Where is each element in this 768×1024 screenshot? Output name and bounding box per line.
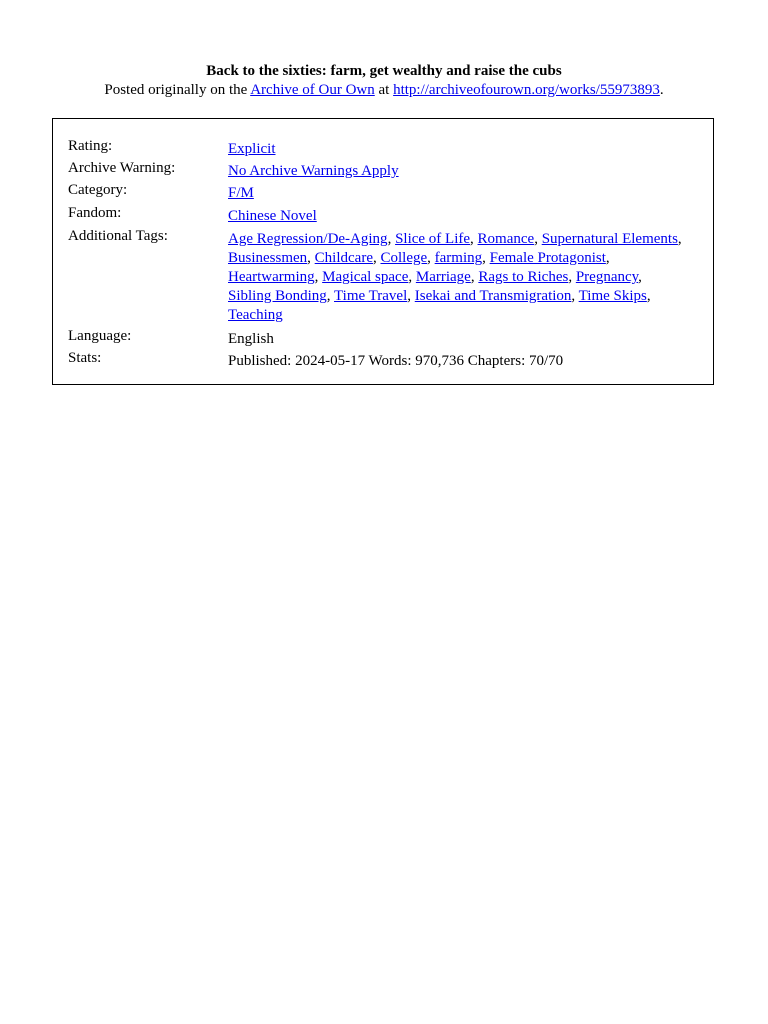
tag-separator: , — [571, 288, 579, 304]
archive-warning-link[interactable]: No Archive Warnings Apply — [228, 163, 399, 179]
tag-separator: , — [407, 288, 415, 304]
tag-separator: , — [372, 250, 381, 266]
tag-separator: , — [568, 269, 576, 285]
archive-link[interactable]: Archive of Our Own — [250, 82, 375, 98]
rating-value — [228, 140, 688, 159]
category-link[interactable]: F/M — [228, 185, 254, 201]
tag-link[interactable]: farming — [434, 250, 483, 266]
category-value — [228, 184, 688, 203]
rating-label: Rating: — [68, 138, 113, 154]
work-header — [0, 62, 768, 100]
tag-link[interactable]: College — [380, 250, 428, 266]
fandom-link[interactable]: Chinese Novel — [228, 208, 317, 224]
tag-link[interactable]: Female Protagonist — [489, 250, 606, 266]
tag-link[interactable]: Teaching — [228, 307, 283, 323]
language-value: English — [228, 331, 274, 347]
fandom-label: Fandom: — [68, 205, 122, 221]
tag-link[interactable]: Businessmen — [228, 250, 308, 266]
fandom-value — [228, 207, 688, 226]
posted-prefix: Posted originally on the — [104, 82, 251, 98]
tag-link[interactable]: Slice of Life — [395, 231, 471, 247]
work-metadata-box — [52, 118, 714, 385]
tag-link[interactable]: Childcare — [314, 250, 373, 266]
tag-separator: , — [534, 231, 542, 247]
tag-separator: , — [605, 250, 610, 266]
tag-link[interactable]: Time Skips — [578, 288, 647, 304]
rating-link[interactable]: Explicit — [228, 141, 276, 157]
tag-separator: , — [326, 288, 335, 304]
tag-separator: , — [387, 231, 396, 247]
tag-link[interactable]: Isekai and Transmigration — [414, 288, 572, 304]
tag-link[interactable]: Time Travel — [334, 288, 408, 304]
tag-link[interactable]: Heartwarming — [228, 269, 315, 285]
tag-separator: , — [482, 250, 490, 266]
tag-separator: , — [470, 231, 478, 247]
tag-link[interactable]: Rags to Riches — [478, 269, 569, 285]
tag-link[interactable]: Pregnancy — [575, 269, 639, 285]
stats-label: Stats: — [68, 350, 102, 366]
tag-separator: , — [638, 269, 642, 285]
archive-warning-value — [228, 162, 688, 181]
tag-separator: , — [427, 250, 435, 266]
archive-warning-label: Archive Warning: — [68, 160, 176, 176]
tag-separator: , — [408, 269, 416, 285]
tag-link[interactable]: Magical space — [322, 269, 409, 285]
category-label: Category: — [68, 182, 128, 198]
additional-tags-list — [228, 230, 688, 325]
tag-link[interactable]: Marriage — [415, 269, 471, 285]
tag-separator: , — [307, 250, 315, 266]
work-title: Back to the sixties: farm, get wealthy and raise the cubs — [206, 63, 562, 79]
tag-separator: , — [314, 269, 323, 285]
additional-tags-label: Additional Tags: — [68, 228, 168, 244]
tag-separator: , — [646, 288, 651, 304]
tag-link[interactable]: Supernatural Elements — [541, 231, 678, 247]
posted-line — [0, 81, 768, 100]
tag-separator: , — [470, 269, 479, 285]
language-label: Language: — [68, 328, 132, 344]
tag-link[interactable]: Romance — [477, 231, 535, 247]
posted-middle: at — [374, 82, 394, 98]
tag-link[interactable]: Age Regression/De-Aging — [228, 231, 388, 247]
tag-separator: , — [677, 231, 682, 247]
stats-value: Published: 2024-05-17 Words: 970,736 Chapters: 70/70 — [228, 353, 564, 369]
posted-suffix: . — [659, 82, 664, 98]
work-url-link[interactable]: http://archiveofourown.org/works/55973893 — [393, 82, 660, 98]
tag-link[interactable]: Sibling Bonding — [228, 288, 327, 304]
